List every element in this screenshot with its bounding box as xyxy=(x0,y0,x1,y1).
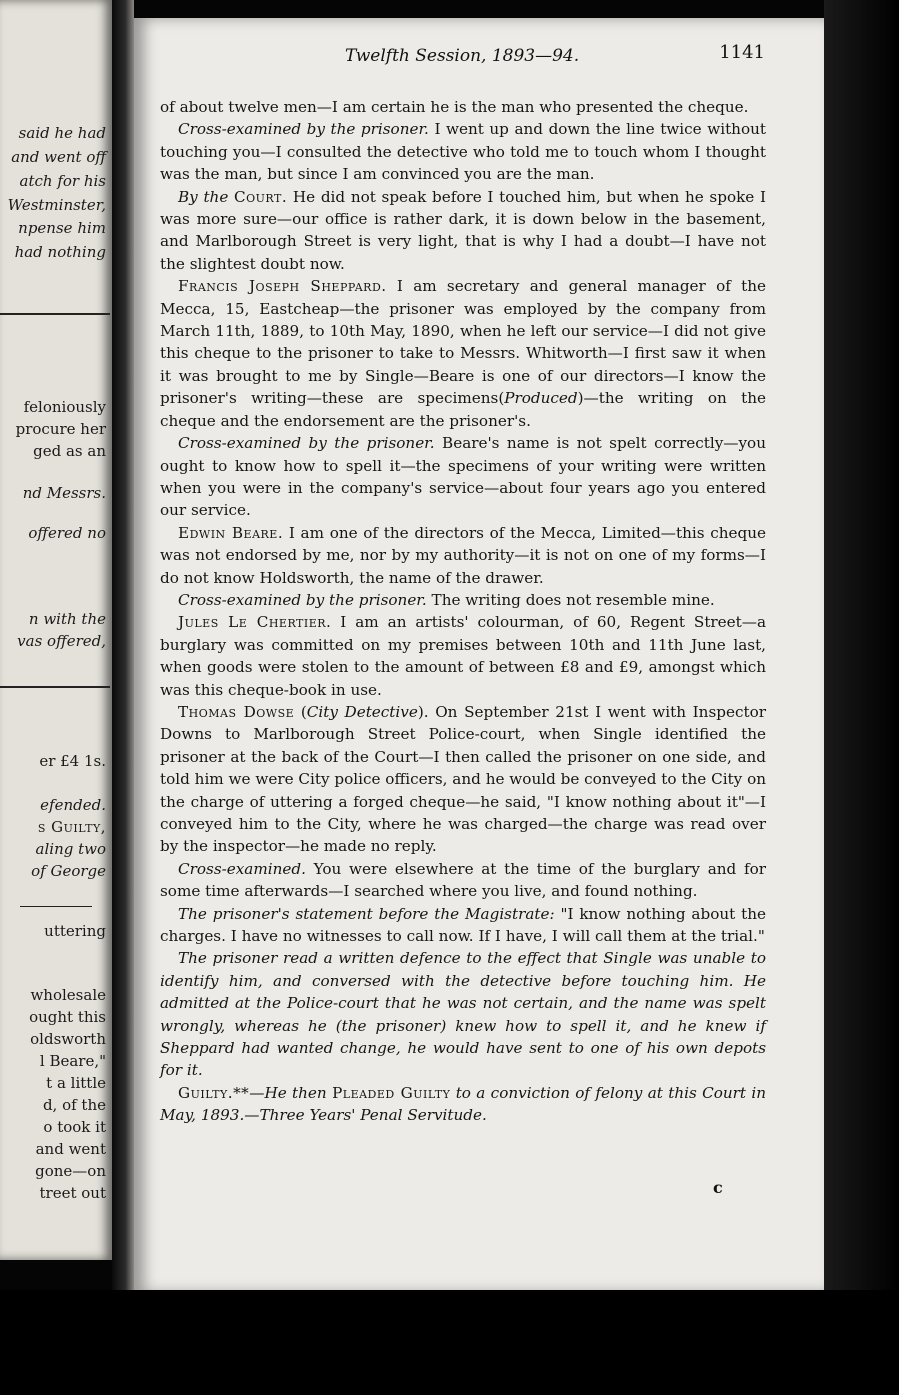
verdict-text: to a conviction of felony at this Court in May, 1893.—Three Years' Penal Servitude. xyxy=(160,1083,767,1125)
left-fragment: t a little xyxy=(46,1074,106,1092)
verdict-label: Guilty.** xyxy=(178,1083,250,1102)
paragraph-text: The writing does not resemble mine. xyxy=(426,590,715,609)
left-page-edge xyxy=(0,0,112,1260)
left-fragment: n with the xyxy=(28,610,106,628)
paragraph-text: "I know nothing about the charges. I have no witnesses to call now. If I have, I will call them at the trial." xyxy=(160,904,766,946)
witness-name: Francis Joseph Sheppard. xyxy=(178,277,387,296)
left-fragment: vas offered, xyxy=(17,632,106,650)
left-fragment: efended. xyxy=(40,796,106,814)
paragraph xyxy=(160,903,766,948)
left-fragment: gone—on xyxy=(35,1162,106,1180)
paragraph-text: You were elsewhere at the time of the burglary and for some time afterwards—I searched where you live, and found nothing. xyxy=(160,859,766,901)
cross-exam-label: Cross-examined. xyxy=(178,859,306,878)
left-divider xyxy=(0,686,110,688)
page-number: 1141 xyxy=(719,42,765,63)
left-fragment: atch for his xyxy=(19,172,106,190)
left-fragment: and went xyxy=(35,1140,106,1158)
book-gutter xyxy=(112,0,134,1290)
left-fragment: l Beare," xyxy=(39,1052,106,1070)
statement-label: The prisoner's statement before the Magistrate: xyxy=(178,904,555,923)
page-body xyxy=(160,96,766,1127)
paragraph xyxy=(160,611,766,701)
paragraph-text: Beare's name is not spelt correctly—you ought to know how to spell it—the specimens of your writing were written when you were in the company's service—about four years ago you entered our service. xyxy=(160,434,766,520)
page-header xyxy=(205,42,785,72)
left-fragment: uttering xyxy=(44,922,106,940)
cross-exam-label: Cross-examined by the prisoner. xyxy=(178,120,429,139)
paragraph xyxy=(160,118,766,185)
left-fragment: s Guilty, xyxy=(37,818,106,836)
cross-exam-label: Cross-examined by the prisoner. xyxy=(178,434,435,453)
left-fragment: aling two xyxy=(35,840,106,858)
paragraph-text: I am one of the directors of the Mecca, Limited—this cheque was not endorsed by me, nor by my authority—it is not on one of my forms—I do not know Holdsworth, the name of the drawer. xyxy=(160,523,766,587)
verdict-paragraph xyxy=(160,1082,766,1127)
left-fragment: treet out xyxy=(39,1184,106,1202)
left-fragment: er £4 1s. xyxy=(39,752,106,770)
left-fragment: oldsworth xyxy=(30,1030,106,1048)
paragraph-text: He did not speak before I touched him, but when he spoke I was more sure—our office is rather dark, it is down below in the basement, and Marlborough Street is very light, that is why I had a doubt—I have not the slightest doubt now. xyxy=(160,187,766,273)
paragraph: Thomas Dowse (City Detective). On September 21st I went with Inspector Downs to Marlborough Street Police-court, when Single identified the prisoner at the back of the Court—I then called the prisoner on one side, and told him we were City police officers, and he would be conveyed to the City on the charge of uttering a forged cheque—he said, "I know nothing about it"—I conveyed him to the City, where he was charged—the charge was read over by the inspector—he made no reply. xyxy=(160,702,766,856)
left-fragment: o took it xyxy=(43,1118,106,1136)
witness-name: Jules Le Chertier. xyxy=(178,613,332,632)
left-divider xyxy=(20,906,92,907)
paragraph xyxy=(160,275,766,432)
left-divider xyxy=(0,313,110,315)
cross-exam-label: Cross-examined by the prisoner. xyxy=(178,590,427,609)
paragraph-text: I went up and down the line twice without touching you—I consulted the detective who told me to touch whom I thought was the man, but since I am convinced you are the man. xyxy=(160,120,766,184)
left-fragment: d, of the xyxy=(42,1096,106,1114)
left-fragment: ged as an xyxy=(33,442,106,460)
paragraph xyxy=(160,432,766,522)
left-fragment: wholesale xyxy=(30,986,106,1004)
left-fragment: of George xyxy=(31,862,106,880)
verdict-text: —He then xyxy=(249,1083,333,1102)
right-dark-edge xyxy=(824,0,899,1395)
running-title: Twelfth Session, 1893—94. xyxy=(345,46,580,66)
left-fragment: npense him xyxy=(18,219,106,237)
left-fragment: feloniously xyxy=(23,398,106,416)
paragraph xyxy=(160,522,766,589)
paragraph-text: I am secretary and general manager of the Mecca, 15, Eastcheap—the prisoner was employed by the company from March 11th, 1889, to 10th May, 1890, when he left our service—I did not give this cheque to the prisoner to take to Messrs. Whitworth—I first saw it when it was brought to me by Single—Beare is one of our directors—I know the prisoner's writing—these are specimens( xyxy=(160,277,766,408)
paragraph xyxy=(160,858,766,903)
pleaded-guilty-label: Pleaded Guilty xyxy=(332,1083,451,1102)
left-fragment: offered no xyxy=(28,524,106,542)
bottom-dark-margin xyxy=(0,1290,899,1395)
paragraph xyxy=(160,589,766,611)
left-fragment: said he had xyxy=(18,124,106,142)
produced-label: Produced xyxy=(504,389,578,408)
witness-name: Edwin Beare. xyxy=(178,523,284,542)
paragraph-text: )—the writing on the cheque and the endorsement are the prisoner's. xyxy=(160,389,766,430)
witness-role: City Detective xyxy=(306,702,418,721)
by-label: By the xyxy=(178,187,229,206)
left-fragment: ought this xyxy=(29,1008,106,1026)
witness-name: Thomas Dowse xyxy=(178,702,295,721)
court-label: Court. xyxy=(234,187,288,206)
end-mark: c xyxy=(713,1178,723,1197)
paragraph: of about twelve men—I am certain he is the man who presented the cheque. xyxy=(160,98,749,116)
left-fragment: had nothing xyxy=(14,243,106,261)
paragraph-text: On September 21st I went with Inspector Downs to Marlborough Street Police-court, when Single identified the prisoner at the back of the Court—I then called the prisoner on one side, and told him we were City police officers, and he would be conveyed to the City on the charge of uttering a forged cheque—he said, "I know nothing about it"—I conveyed him to the City, where he was charged—the charge was read over by the inspector—he made no reply. xyxy=(160,702,766,856)
left-fragment: procure her xyxy=(15,420,106,438)
defence-paragraph: The prisoner read a written defence to the effect that Single was unable to identify him, and conversed with the detective before touching him. He admitted at the Police-court that he was not certain, and the name was spelt wrongly, whereas he (the prisoner) knew how to spell it, and he knew if Sheppard had wanted change, he would have sent to one of his own depots for it. xyxy=(160,949,766,1080)
paragraph-text: I am an artists' colourman, of 60, Regent Street—a burglary was committed on my premises between 10th and 11th June last, when goods were stolen to the amount of between £8 and £9, amongst which was this cheque-book in use. xyxy=(160,613,766,699)
paragraph xyxy=(160,186,766,276)
left-fragment: Westminster, xyxy=(7,196,106,214)
left-fragment: nd Messrs. xyxy=(22,484,106,502)
left-fragment: and went off xyxy=(11,148,106,166)
